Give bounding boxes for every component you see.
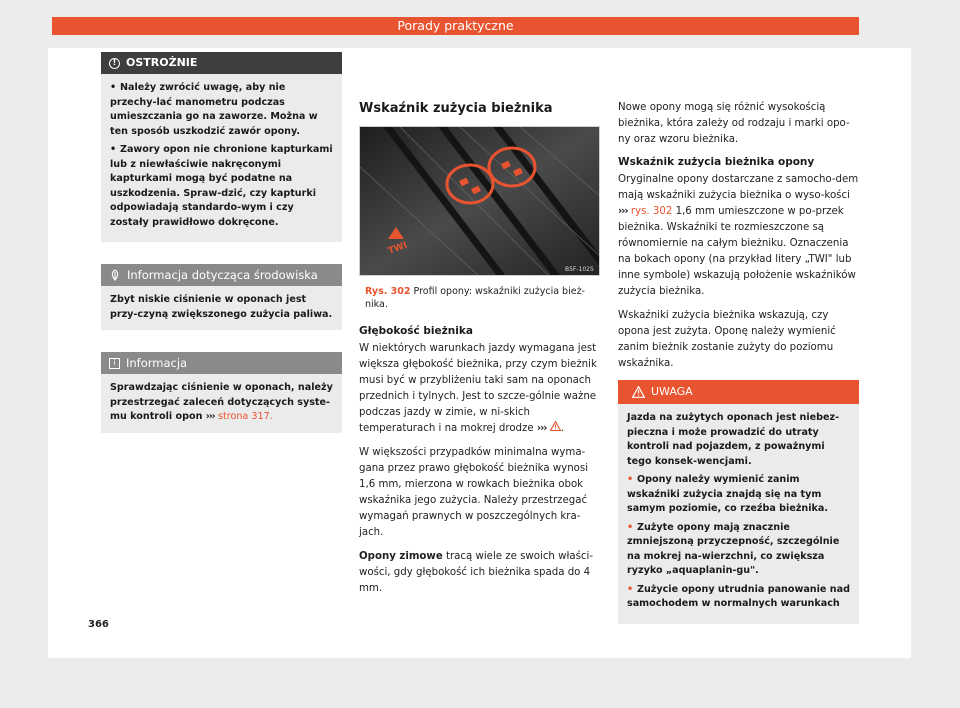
figure-number: Rys. 302 — [365, 286, 411, 297]
section-heading: Wskaźnik zużycia bieżnika — [359, 101, 553, 116]
environment-box — [101, 264, 342, 330]
right-column — [618, 100, 859, 624]
tire-tread-figure — [359, 126, 600, 276]
paragraph: Opony zimowe tracą wiele ze swoich właści-wości, gdy głębokość ich bieżnika spada do 4 mm. — [359, 551, 594, 594]
info-body: Sprawdzając ciśnienie w oponach, należy przestrzegać zaleceń dotyczących syste-mu kontroli opon ››› strona 317. — [110, 382, 333, 422]
caution-body — [101, 74, 342, 242]
reference-arrow: ››› — [205, 411, 215, 422]
environment-text: Zbyt niskie ciśnienie w oponach jest przy-czyną zwiększonego zużycia paliwa. — [110, 294, 333, 320]
exclamation-circle-icon: ! — [109, 58, 120, 69]
leaf-icon — [109, 269, 121, 281]
winter-tires-label: Opony zimowe — [359, 551, 443, 562]
info-box — [101, 352, 342, 433]
warning-item: • Zużyte opony mają znacznie zmniejszoną przyczepność, szczególnie na mokrej na-wierzchni, co zwiększa ryzyko „aquaplanin-gu". — [627, 521, 840, 576]
bullet-icon: • — [627, 521, 634, 533]
reference-arrow: ››› — [618, 206, 628, 217]
paragraph: Oryginalne opony dostarczane z samocho-dem mają wskaźniki zużycia bieżnika o wyso-kości ››› rys. 302 1,6 mm umieszczone w po-przek bieżnika. Wskaźniki te rozmieszczone są równomiernie na całym bieżniku. Oznaczenia na bokach opony (na przykład litery „TWI" lub inne symbole) wskazują położenie wskaźników zużycia bieżnika. — [618, 174, 859, 297]
warning-intro: Jazda na zużytych oponach jest niebez-pieczna i może prowadzić do utraty kontroli nad pojazdem, z poważnymi tego konsek-wencjami. — [627, 412, 840, 467]
warning-item: • Zużycie opony utrudnia panowanie nad samochodem w normalnych warunkach — [627, 583, 850, 609]
bullet-icon: • — [627, 583, 634, 595]
paragraph: W większości przypadków minimalna wyma-gana przez prawo głębokość bieżnika wynosi 1,6 mm, mierzona w rowkach bieżnika obok wskaźnika jego zużycia. Należy przestrzegać wymagań prawnych w poszczególnych kra-jach. — [359, 447, 589, 538]
left-column — [101, 52, 342, 433]
subheading-indicator: Wskaźnik zużycia bieżnika opony — [618, 156, 815, 168]
warning-item: • Opony należy wymienić zanim wskaźniki zużycia znajdą się na tym samym poziomie, co rzeźba bieżnika. — [627, 474, 829, 514]
figure-code: B5F-1025 — [565, 266, 594, 273]
paragraph: Nowe opony mogą się różnić wysokością bieżnika, która zależy od rodzaju i marki opo-ny oraz wzoru bieżnika. — [618, 102, 850, 145]
bullet-icon: • — [627, 474, 634, 485]
page-reference-link[interactable]: strona 317. — [217, 411, 273, 422]
twi-label: TWI — [386, 240, 409, 257]
paragraph: W niektórych warunkach jazdy wymagana jest większa głębokość bieżnika, przy czym bieżnik musi być w przybliżeniu taki sam na oponach przednich i tylnych. Jest to szcze-gólnie ważne podczas jazdy w zimie, w ni-skich temperaturach i na mokrej drodze ››› . — [359, 343, 597, 434]
info-header — [101, 352, 342, 374]
warning-header — [618, 380, 859, 404]
figure-reference-link[interactable]: rys. 302 — [630, 206, 673, 217]
subheading-depth: Głębokość bieżnika — [359, 325, 473, 337]
bullet-icon: • — [110, 82, 117, 93]
info-icon: i — [109, 358, 120, 369]
caution-box — [101, 52, 342, 242]
middle-column — [359, 101, 600, 605]
caution-header — [101, 52, 342, 74]
environment-header — [101, 264, 342, 286]
environment-title: Informacja dotycząca środowiska — [127, 268, 318, 282]
warning-box — [618, 380, 859, 624]
paragraph: Wskaźniki zużycia bieżnika wskazują, czy opona jest zużyta. Oponę należy wymienić zanim bieżnik zostanie zużyty do poziomu wskaźnika. — [618, 310, 836, 369]
info-title: Informacja — [126, 356, 188, 370]
bullet-icon: • — [110, 144, 117, 155]
page-number: 366 — [88, 619, 109, 630]
warning-title: UWAGA — [651, 385, 693, 398]
caution-title: OSTROŻNIE — [126, 56, 198, 69]
tire-tread-image — [360, 127, 600, 276]
caution-item: • Zawory opon nie chronione kapturkami lub z niewłaściwie nakręconymi kapturkami mogą być podatne na uszkodzenia. Spraw-dzić, czy kapturki odpowiadają standardo-wym i czy zostały prawidłowo dokręcone. — [110, 144, 333, 228]
warning-triangle-icon[interactable] — [550, 421, 561, 431]
caution-item: • Należy zwrócić uwagę, aby nie przechy-lać manometru podczas umieszczania go na zaworze. Można w ten sposób uszkodzić zawór opony. — [110, 82, 318, 137]
figure-caption: Rys. 302 Profil opony: wskaźniki zużycia bież-nika. — [365, 286, 585, 310]
warning-triangle-icon — [632, 386, 645, 398]
section-header: Porady praktyczne — [52, 17, 859, 35]
reference-arrow: ››› — [536, 423, 547, 434]
warning-body — [618, 404, 859, 624]
